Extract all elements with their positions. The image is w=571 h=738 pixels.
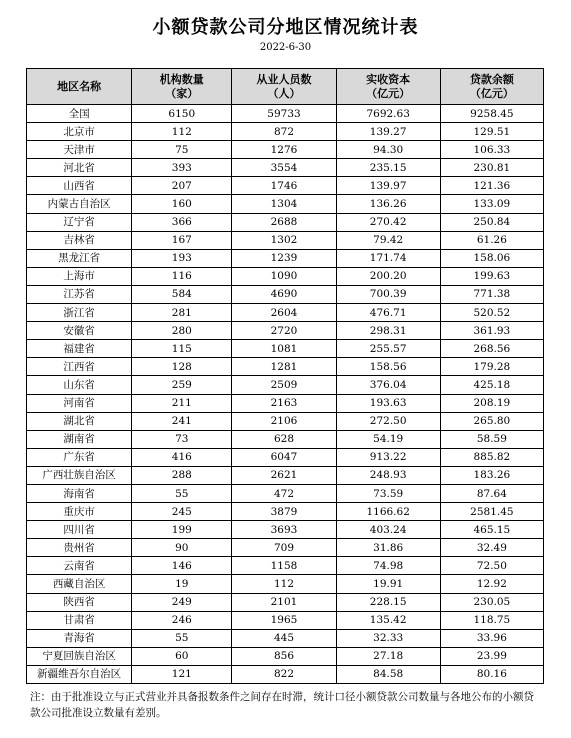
institutions-cell: 280 — [132, 322, 232, 340]
employees-cell: 445 — [232, 629, 336, 647]
region-cell: 甘肃省 — [27, 611, 132, 629]
loan-balance-cell: 12.92 — [440, 575, 543, 593]
paid-in-capital-cell: 74.98 — [336, 557, 440, 575]
institutions-cell: 55 — [132, 629, 232, 647]
loan-balance-cell: 32.49 — [440, 539, 543, 557]
institutions-cell: 160 — [132, 195, 232, 213]
loan-balance-cell: 118.75 — [440, 611, 543, 629]
loan-balance-cell: 361.93 — [440, 322, 543, 340]
loan-balance-cell: 58.59 — [440, 430, 543, 448]
loan-balance-cell: 230.81 — [440, 159, 543, 177]
institutions-cell: 112 — [132, 123, 232, 141]
header-region-label: 地区名称 — [57, 79, 102, 93]
page-title: 小额贷款公司分地区情况统计表 — [152, 17, 419, 38]
employees-cell: 1090 — [232, 267, 336, 285]
table-row — [27, 177, 544, 195]
header-loan-balance — [440, 69, 543, 105]
employees-cell: 4690 — [232, 285, 336, 303]
institutions-cell: 19 — [132, 575, 232, 593]
loan-balance-cell: 61.26 — [440, 231, 543, 249]
loan-balance-cell: 23.99 — [440, 647, 543, 665]
region-cell: 新疆维吾尔自治区 — [27, 665, 132, 683]
header-paid-in-capital — [336, 69, 440, 105]
employees-cell: 856 — [232, 647, 336, 665]
region-cell: 青海省 — [27, 629, 132, 647]
paid-in-capital-cell: 135.42 — [336, 611, 440, 629]
loan-balance-cell: 106.33 — [440, 141, 543, 159]
table-row — [27, 539, 544, 557]
loan-balance-cell: 183.26 — [440, 466, 543, 484]
loan-balance-cell: 129.51 — [440, 123, 543, 141]
employees-cell: 6047 — [232, 448, 336, 466]
employees-cell: 2621 — [232, 466, 336, 484]
table-row — [27, 412, 544, 430]
institutions-cell: 241 — [132, 412, 232, 430]
institutions-cell: 90 — [132, 539, 232, 557]
paid-in-capital-cell: 476.71 — [336, 304, 440, 322]
paid-in-capital-cell: 235.15 — [336, 159, 440, 177]
region-cell: 宁夏回族自治区 — [27, 647, 132, 665]
table-row — [27, 557, 544, 575]
region-cell: 海南省 — [27, 484, 132, 502]
paid-in-capital-cell: 79.42 — [336, 231, 440, 249]
region-cell: 辽宁省 — [27, 213, 132, 231]
institutions-cell: 259 — [132, 376, 232, 394]
region-cell: 山东省 — [27, 376, 132, 394]
employees-cell: 3879 — [232, 503, 336, 521]
region-cell: 上海市 — [27, 267, 132, 285]
table-row — [27, 267, 544, 285]
employees-cell: 59733 — [232, 105, 336, 123]
paid-in-capital-cell: 94.30 — [336, 141, 440, 159]
employees-cell: 112 — [232, 575, 336, 593]
loan-balance-cell: 179.28 — [440, 358, 543, 376]
loan-balance-cell: 87.64 — [440, 484, 543, 502]
table-body — [27, 105, 544, 684]
employees-cell: 2688 — [232, 213, 336, 231]
institutions-cell: 75 — [132, 141, 232, 159]
loan-balance-cell: 133.09 — [440, 195, 543, 213]
employees-cell: 3554 — [232, 159, 336, 177]
table-row — [27, 394, 544, 412]
region-cell: 山西省 — [27, 177, 132, 195]
employees-cell: 2163 — [232, 394, 336, 412]
paid-in-capital-cell: 84.58 — [336, 665, 440, 683]
table-row — [27, 503, 544, 521]
institutions-cell: 121 — [132, 665, 232, 683]
header-region — [27, 69, 132, 105]
paid-in-capital-cell: 270.42 — [336, 213, 440, 231]
paid-in-capital-cell: 139.97 — [336, 177, 440, 195]
region-cell: 四川省 — [27, 521, 132, 539]
loan-balance-cell: 771.38 — [440, 285, 543, 303]
table-row — [27, 285, 544, 303]
table-row — [27, 159, 544, 177]
paid-in-capital-cell: 158.56 — [336, 358, 440, 376]
region-cell: 贵州省 — [27, 539, 132, 557]
table-row — [27, 213, 544, 231]
employees-cell: 2101 — [232, 593, 336, 611]
paid-in-capital-cell: 31.86 — [336, 539, 440, 557]
header-employees — [232, 69, 336, 105]
region-cell: 全国 — [27, 105, 132, 123]
loan-balance-cell: 230.05 — [440, 593, 543, 611]
region-cell: 江苏省 — [27, 285, 132, 303]
header-institutions-label: 机构数量 — [159, 72, 204, 86]
region-cell: 重庆市 — [27, 503, 132, 521]
employees-cell: 1239 — [232, 249, 336, 267]
table-row — [27, 123, 544, 141]
loan-balance-cell: 33.96 — [440, 629, 543, 647]
employees-cell: 1304 — [232, 195, 336, 213]
table-row — [27, 430, 544, 448]
header-institutions-unit: （家） — [165, 86, 199, 100]
paid-in-capital-cell: 32.33 — [336, 629, 440, 647]
employees-cell: 1158 — [232, 557, 336, 575]
header-loan-balance-unit: （亿元） — [469, 86, 514, 100]
region-cell: 安徽省 — [27, 322, 132, 340]
loan-balance-cell: 80.16 — [440, 665, 543, 683]
employees-cell: 2604 — [232, 304, 336, 322]
paid-in-capital-cell: 136.26 — [336, 195, 440, 213]
region-cell: 江西省 — [27, 358, 132, 376]
employees-cell: 1081 — [232, 340, 336, 358]
institutions-cell: 115 — [132, 340, 232, 358]
paid-in-capital-cell: 7692.63 — [336, 105, 440, 123]
table-row — [27, 521, 544, 539]
institutions-cell: 416 — [132, 448, 232, 466]
table-header — [27, 69, 544, 105]
loan-balance-cell: 465.15 — [440, 521, 543, 539]
paid-in-capital-cell: 193.63 — [336, 394, 440, 412]
paid-in-capital-cell: 255.57 — [336, 340, 440, 358]
employees-cell: 628 — [232, 430, 336, 448]
institutions-cell: 211 — [132, 394, 232, 412]
paid-in-capital-cell: 228.15 — [336, 593, 440, 611]
institutions-cell: 393 — [132, 159, 232, 177]
institutions-cell: 366 — [132, 213, 232, 231]
employees-cell: 1965 — [232, 611, 336, 629]
institutions-cell: 281 — [132, 304, 232, 322]
institutions-cell: 167 — [132, 231, 232, 249]
paid-in-capital-cell: 200.20 — [336, 267, 440, 285]
employees-cell: 472 — [232, 484, 336, 502]
institutions-cell: 288 — [132, 466, 232, 484]
header-employees-unit: （人） — [267, 86, 301, 100]
loan-balance-cell: 72.50 — [440, 557, 543, 575]
employees-cell: 1276 — [232, 141, 336, 159]
employees-cell: 3693 — [232, 521, 336, 539]
region-cell: 广东省 — [27, 448, 132, 466]
paid-in-capital-cell: 139.27 — [336, 123, 440, 141]
institutions-cell: 60 — [132, 647, 232, 665]
table-row — [27, 322, 544, 340]
loan-balance-cell: 2581.45 — [440, 503, 543, 521]
loan-balance-cell: 121.36 — [440, 177, 543, 195]
institutions-cell: 199 — [132, 521, 232, 539]
table-row — [27, 249, 544, 267]
paid-in-capital-cell: 298.31 — [336, 322, 440, 340]
employees-cell: 822 — [232, 665, 336, 683]
institutions-cell: 55 — [132, 484, 232, 502]
loan-balance-cell: 268.56 — [440, 340, 543, 358]
header-paid-in-capital-label: 实收资本 — [366, 72, 411, 86]
region-cell: 内蒙古自治区 — [27, 195, 132, 213]
region-cell: 浙江省 — [27, 304, 132, 322]
footnote: 注：由于批准设立与正式营业并具备报数条件之间存在时滞，统计口径小额贷款公司数量与各地公布的小额贷款公司批准设立数量有差别。 — [30, 691, 534, 719]
institutions-cell: 246 — [132, 611, 232, 629]
employees-cell: 2106 — [232, 412, 336, 430]
region-cell: 西藏自治区 — [27, 575, 132, 593]
loan-balance-cell: 250.84 — [440, 213, 543, 231]
loan-balance-cell: 199.63 — [440, 267, 543, 285]
paid-in-capital-cell: 376.04 — [336, 376, 440, 394]
paid-in-capital-cell: 913.22 — [336, 448, 440, 466]
table-row — [27, 231, 544, 249]
region-cell: 吉林省 — [27, 231, 132, 249]
report-date: 2022-6-30 — [259, 42, 312, 53]
loan-balance-cell: 520.52 — [440, 304, 543, 322]
region-cell: 河南省 — [27, 394, 132, 412]
region-cell: 湖南省 — [27, 430, 132, 448]
paid-in-capital-cell: 73.59 — [336, 484, 440, 502]
table-row — [27, 611, 544, 629]
loan-balance-cell: 425.18 — [440, 376, 543, 394]
paid-in-capital-cell: 19.91 — [336, 575, 440, 593]
employees-cell: 1281 — [232, 358, 336, 376]
table-row — [27, 647, 544, 665]
institutions-cell: 128 — [132, 358, 232, 376]
table-row — [27, 304, 544, 322]
paid-in-capital-cell: 403.24 — [336, 521, 440, 539]
table-row — [27, 593, 544, 611]
header-loan-balance-label: 贷款余额 — [469, 72, 514, 86]
loan-balance-cell: 208.19 — [440, 394, 543, 412]
employees-cell: 2509 — [232, 376, 336, 394]
table-row — [27, 141, 544, 159]
region-cell: 天津市 — [27, 141, 132, 159]
table-row — [27, 105, 544, 123]
institutions-cell: 249 — [132, 593, 232, 611]
table-row — [27, 665, 544, 683]
region-cell: 黑龙江省 — [27, 249, 132, 267]
region-cell: 云南省 — [27, 557, 132, 575]
paid-in-capital-cell: 700.39 — [336, 285, 440, 303]
paid-in-capital-cell: 54.19 — [336, 430, 440, 448]
institutions-cell: 6150 — [132, 105, 232, 123]
table-row — [27, 575, 544, 593]
employees-cell: 709 — [232, 539, 336, 557]
employees-cell: 2720 — [232, 322, 336, 340]
region-cell: 湖北省 — [27, 412, 132, 430]
loan-balance-cell: 885.82 — [440, 448, 543, 466]
loan-balance-cell: 9258.45 — [440, 105, 543, 123]
header-institutions — [132, 69, 232, 105]
table-row — [27, 195, 544, 213]
region-cell: 福建省 — [27, 340, 132, 358]
employees-cell: 1746 — [232, 177, 336, 195]
institutions-cell: 146 — [132, 557, 232, 575]
table-row — [27, 448, 544, 466]
institutions-cell: 193 — [132, 249, 232, 267]
table-row — [27, 484, 544, 502]
institutions-cell: 245 — [132, 503, 232, 521]
region-cell: 广西壮族自治区 — [27, 466, 132, 484]
institutions-cell: 584 — [132, 285, 232, 303]
paid-in-capital-cell: 248.93 — [336, 466, 440, 484]
header-employees-label: 从业人员数 — [256, 72, 312, 86]
employees-cell: 872 — [232, 123, 336, 141]
region-cell: 北京市 — [27, 123, 132, 141]
table-row — [27, 358, 544, 376]
table-row — [27, 466, 544, 484]
paid-in-capital-cell: 171.74 — [336, 249, 440, 267]
table-row — [27, 340, 544, 358]
institutions-cell: 73 — [132, 430, 232, 448]
paid-in-capital-cell: 1166.62 — [336, 503, 440, 521]
institutions-cell: 207 — [132, 177, 232, 195]
paid-in-capital-cell: 272.50 — [336, 412, 440, 430]
loan-balance-cell: 265.80 — [440, 412, 543, 430]
paid-in-capital-cell: 27.18 — [336, 647, 440, 665]
region-cell: 陕西省 — [27, 593, 132, 611]
loan-balance-cell: 158.06 — [440, 249, 543, 267]
header-paid-in-capital-unit: （亿元） — [366, 86, 411, 100]
statistics-table — [26, 68, 544, 684]
header-row — [27, 69, 544, 105]
institutions-cell: 116 — [132, 267, 232, 285]
table-row — [27, 629, 544, 647]
region-cell: 河北省 — [27, 159, 132, 177]
employees-cell: 1302 — [232, 231, 336, 249]
table-row — [27, 376, 544, 394]
